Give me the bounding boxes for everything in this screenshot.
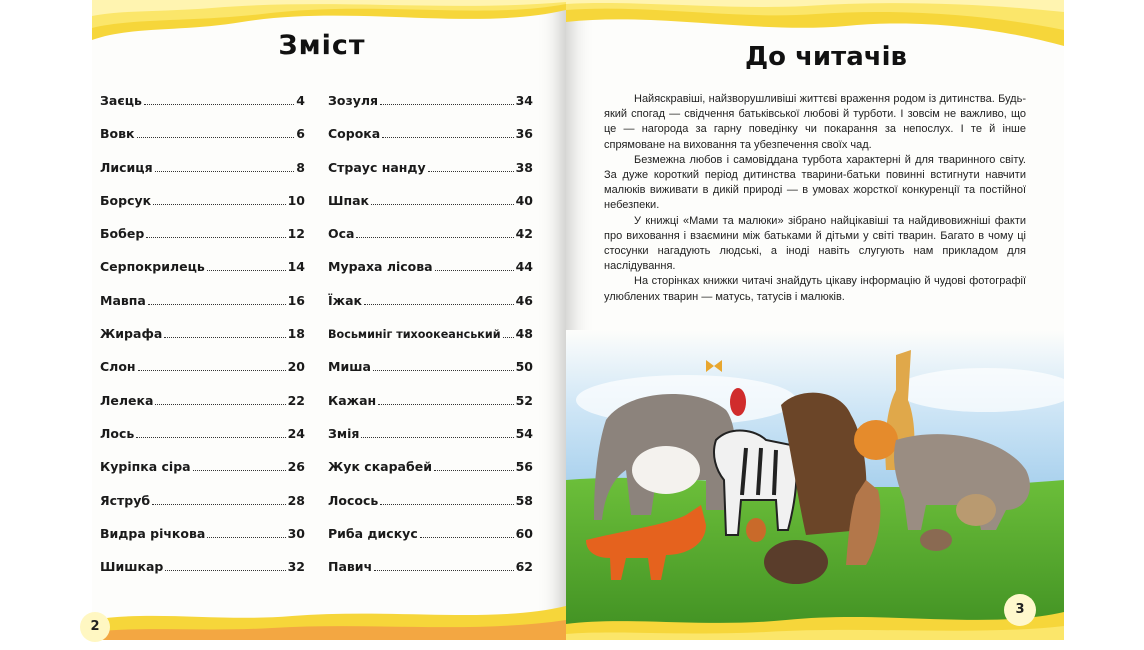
toc-entry[interactable] bbox=[100, 459, 305, 492]
toc-leader-dots bbox=[373, 370, 514, 371]
toc-leader-dots bbox=[136, 437, 285, 438]
toc-entry-page: 42 bbox=[515, 226, 533, 242]
toc-entry-name: Бобер bbox=[100, 226, 145, 242]
toc-entry-page: 46 bbox=[515, 292, 533, 308]
toc-entry-name: Шишкар bbox=[100, 559, 164, 575]
toc-leader-dots bbox=[138, 370, 286, 371]
toc-entry-page: 20 bbox=[287, 359, 305, 375]
toc-entry-page: 24 bbox=[287, 425, 305, 441]
toc-entry-page: 16 bbox=[287, 292, 305, 308]
toc-entry-name: Лисиця bbox=[100, 159, 153, 175]
toc-leader-dots bbox=[503, 337, 514, 338]
toc-entry-page: 26 bbox=[287, 459, 305, 475]
toc-entry-name: Борсук bbox=[100, 192, 152, 208]
toc-entry-page: 52 bbox=[515, 392, 533, 408]
toc-entry[interactable] bbox=[100, 93, 305, 126]
toc-entry[interactable] bbox=[328, 193, 533, 226]
toc-entry[interactable] bbox=[100, 526, 305, 559]
toc-entry[interactable] bbox=[328, 493, 533, 526]
toc-entry[interactable] bbox=[100, 259, 305, 292]
toc-leader-dots bbox=[435, 270, 514, 271]
toc-leader-dots bbox=[420, 537, 514, 538]
toc-leader-dots bbox=[146, 237, 285, 238]
toc-entry-page: 38 bbox=[515, 159, 533, 175]
toc-entry-page: 40 bbox=[515, 192, 533, 208]
toc-entry-page: 36 bbox=[515, 126, 533, 142]
toc-leader-dots bbox=[378, 404, 513, 405]
toc-entry[interactable] bbox=[328, 160, 533, 193]
toc-entry-name: Риба дискус bbox=[328, 525, 418, 541]
toc-entry[interactable] bbox=[100, 493, 305, 526]
toc-entry-name: Кажан bbox=[328, 392, 377, 408]
toc-entry[interactable] bbox=[328, 259, 533, 292]
tiger-icon bbox=[854, 420, 898, 460]
toc-entry[interactable] bbox=[100, 359, 305, 392]
toc-leader-dots bbox=[148, 304, 286, 305]
toc-leader-dots bbox=[137, 137, 295, 138]
toc-entry[interactable] bbox=[328, 126, 533, 159]
toc-leader-dots bbox=[153, 204, 285, 205]
intro-paragraph: На сторінках книжки читачі знайдуть цікаву інформацію й чудові фотографії улюблених тварин — матусь, татусів і малюків. bbox=[604, 275, 1026, 303]
toc-entry[interactable] bbox=[100, 426, 305, 459]
toc-entry-page: 62 bbox=[515, 559, 533, 575]
toc-leader-dots bbox=[371, 204, 514, 205]
toc-entry-page: 10 bbox=[287, 192, 305, 208]
toc-leader-dots bbox=[428, 171, 514, 172]
toc-entry-page: 58 bbox=[515, 492, 533, 508]
toc-entry-page: 56 bbox=[515, 459, 533, 475]
toc-entry[interactable] bbox=[328, 93, 533, 126]
toc-entry-name: Їжак bbox=[328, 292, 363, 308]
toc-entry-name: Страус нанду bbox=[328, 159, 426, 175]
intro-paragraph: У книжці «Мами та малюки» зібрано найцікавіші та найдивовижніші факти про виховання і взаємини між батьками й дітьми у світі тварин. Багато в чому ці стосунки нагадують людські, а іноді навіть слугують нам прикладом для наслідування. bbox=[604, 214, 1026, 273]
toc-entry-name: Змiя bbox=[328, 425, 360, 441]
toc-entry[interactable] bbox=[100, 293, 305, 326]
toc-entry-page: 30 bbox=[287, 525, 305, 541]
polar-bear-icon bbox=[632, 446, 700, 494]
toc-entry-name: Восьминiг тихоокеанський bbox=[328, 328, 501, 342]
toc-leader-dots bbox=[155, 171, 295, 172]
toc-entry-page: 12 bbox=[287, 226, 305, 242]
parrot-icon bbox=[730, 388, 746, 416]
toc-entry-name: Заєць bbox=[100, 93, 142, 108]
left-page-contents bbox=[92, 0, 566, 640]
intro-paragraph: Найяскравіші, найзворушливіші життєві враження родом із дитинства. Будь-який спогад — свідчення батьківської любові й турботи. І зовсім не важливо, що це — нагорода за гарну поведінку чи покарання за непослух. І те й інше спрямоване на виховання та убезпечення своїх чад. bbox=[604, 93, 1026, 151]
toc-leader-dots bbox=[207, 270, 286, 271]
quail-icon bbox=[920, 529, 952, 551]
toc-entry-name: Сорока bbox=[328, 126, 381, 142]
toc-entry-name: Мавпа bbox=[100, 292, 146, 308]
toc-column-left bbox=[100, 93, 305, 592]
hyena-icon bbox=[956, 494, 996, 526]
toc-entry-page: 32 bbox=[287, 559, 305, 575]
toc-entry-name: Жирафа bbox=[100, 326, 163, 342]
toc-entry-name: Зозуля bbox=[328, 93, 379, 108]
toc-entry-page: 8 bbox=[296, 159, 305, 175]
toc-entry-page: 50 bbox=[515, 359, 533, 375]
toc-leader-dots bbox=[165, 570, 285, 571]
toc-entry-page: 6 bbox=[296, 126, 305, 142]
toc-entry[interactable] bbox=[100, 559, 305, 592]
toc-entry-name: Оса bbox=[328, 226, 355, 242]
toc-entry-name: Миша bbox=[328, 359, 371, 375]
toc-entry[interactable] bbox=[328, 459, 533, 492]
toc-leader-dots bbox=[193, 470, 286, 471]
toc-entry[interactable] bbox=[100, 160, 305, 193]
toc-entry-page: 44 bbox=[515, 259, 533, 275]
toc-entry-name: Видра рiчкова bbox=[100, 525, 206, 541]
toc-leader-dots bbox=[380, 104, 514, 105]
left-page-number: 2 bbox=[80, 612, 110, 642]
toc-entry[interactable] bbox=[100, 126, 305, 159]
bottom-yellow-wave-decoration bbox=[92, 590, 566, 640]
toc-entry[interactable] bbox=[328, 226, 533, 259]
right-page-to-readers bbox=[566, 0, 1064, 640]
toc-entry-name: Мураха лiсова bbox=[328, 259, 433, 275]
toc-entry-page: 60 bbox=[515, 525, 533, 541]
toc-entry[interactable] bbox=[328, 359, 533, 392]
toc-leader-dots bbox=[361, 437, 513, 438]
toc-entry-name: Жук скарабей bbox=[328, 459, 432, 475]
toc-leader-dots bbox=[380, 504, 513, 505]
toc-entry-name: Серпокрилець bbox=[100, 259, 205, 275]
toc-entry-page: 28 bbox=[287, 492, 305, 508]
toc-leader-dots bbox=[374, 570, 513, 571]
toc-entry-page: 22 bbox=[287, 392, 305, 408]
toc-entry[interactable] bbox=[328, 326, 533, 359]
right-page-number: 3 bbox=[1004, 594, 1036, 626]
toc-entry-page: 14 bbox=[287, 259, 305, 275]
open-book bbox=[92, 0, 1064, 640]
toc-entry-name: Лелека bbox=[100, 392, 154, 408]
toc-entry[interactable] bbox=[328, 526, 533, 559]
toc-entry-page: 54 bbox=[515, 425, 533, 441]
toc-leader-dots bbox=[144, 104, 294, 105]
toc-entry-name: Павич bbox=[328, 559, 373, 575]
contents-title: Зміст bbox=[278, 30, 366, 61]
toc-entry-name: Лось bbox=[100, 425, 135, 441]
toc-entry-name: Шпак bbox=[328, 192, 369, 208]
toc-entry-name: Лосось bbox=[328, 492, 379, 508]
toc-leader-dots bbox=[164, 337, 285, 338]
toc-entry[interactable] bbox=[328, 426, 533, 459]
toc-entry[interactable] bbox=[328, 393, 533, 426]
toc-entry-name: Яструб bbox=[100, 492, 151, 508]
toc-entry[interactable] bbox=[100, 193, 305, 226]
toc-leader-dots bbox=[152, 504, 285, 505]
toc-entry-page: 4 bbox=[296, 93, 305, 108]
toc-entry-name: Слон bbox=[100, 359, 136, 375]
toc-column-right bbox=[328, 93, 533, 592]
intro-text-block bbox=[604, 92, 1026, 305]
bottom-yellow-wave-decoration bbox=[566, 590, 1064, 640]
to-readers-title: До читачів bbox=[745, 42, 907, 72]
duck-icon bbox=[746, 518, 766, 542]
toc-entry[interactable] bbox=[100, 393, 305, 426]
toc-leader-dots bbox=[155, 404, 285, 405]
toc-leader-dots bbox=[434, 470, 514, 471]
toc-entry[interactable] bbox=[328, 559, 533, 592]
toc-leader-dots bbox=[356, 237, 513, 238]
toc-leader-dots bbox=[207, 537, 285, 538]
toc-entry-page: 18 bbox=[287, 326, 305, 342]
toc-entry[interactable] bbox=[328, 293, 533, 326]
toc-leader-dots bbox=[382, 137, 513, 138]
beaver-icon bbox=[764, 540, 828, 584]
toc-entry-page: 34 bbox=[515, 93, 533, 108]
intro-paragraph: Безмежна любов і самовіддана турбота характерні й для тваринного світу. За дуже короткий період дитинства тварини-батьки повинні встигнути навчити малюків виживати в дикій природі — в умовах жорсткої конкуренції та постійної небезпеки. bbox=[604, 153, 1026, 212]
toc-leader-dots bbox=[364, 304, 514, 305]
toc-entry[interactable] bbox=[100, 226, 305, 259]
toc-entry[interactable] bbox=[100, 326, 305, 359]
toc-entry-name: Курiпка сiра bbox=[100, 459, 191, 475]
toc-entry-name: Вовк bbox=[100, 126, 135, 142]
toc-entry-page: 48 bbox=[515, 326, 533, 342]
